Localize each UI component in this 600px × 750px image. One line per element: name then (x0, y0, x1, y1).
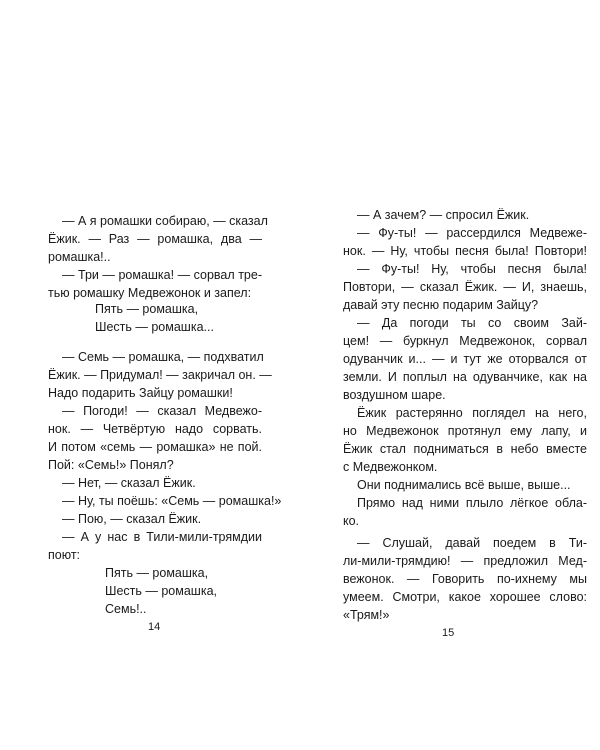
verse-line: Пять — ромашка, (105, 566, 209, 580)
text-line: воздушном шаре. (343, 388, 446, 402)
text-line: — А я ромашки собираю, — сказал (62, 214, 268, 228)
text-line: — А у нас в Тили-мили-трямдии (62, 530, 262, 544)
text-line: ромашка!.. (48, 250, 111, 264)
text-line: Ёжик. — Раз — ромашка, два — (48, 232, 262, 246)
text-line: нок. — Ну, чтобы песня была! Повтори! (343, 244, 587, 258)
text-line: — Семь — ромашка, — подхватил (62, 350, 264, 364)
text-line: тью ромашку Медвежонок и запел: (48, 286, 252, 300)
text-line: Повтори, — сказал Ёжик. — И, знаешь, (343, 280, 587, 294)
text-line: — Погоди! — сказал Медвежо- (62, 404, 262, 418)
page-number: 14 (148, 621, 161, 633)
text-line: Ёжик стал подниматься в небо вместе (343, 442, 587, 456)
text-line: Пой: «Семь!» Понял? (48, 458, 174, 472)
text-line: давай эту песню подарим Зайцу? (343, 298, 539, 312)
text-line: но Медвежонок протянул ему лапу, и (343, 424, 587, 438)
text-line: вежонок. — Говорить по-ихнему мы (343, 572, 587, 586)
text-line: — А зачем? — спросил Ёжик. (357, 208, 530, 222)
text-line: — Нет, — сказал Ёжик. (62, 476, 196, 490)
page-number: 15 (442, 627, 455, 639)
text-line: цем! — буркнул Медвежонок, сорвал (343, 334, 587, 348)
verse-line: Шесть — ромашка... (95, 320, 214, 334)
text-line: Надо подарить Зайцу ромашки! (48, 386, 233, 400)
text-line: — Ну, ты поёшь: «Семь — ромашка!» (62, 494, 282, 508)
text-line: — Слушай, давай поедем в Ти- (357, 536, 587, 550)
verse-line: Пять — ромашка, (95, 302, 199, 316)
text-line: — Фу-ты! Ну, чтобы песня была! (357, 262, 587, 276)
verse-line: Семь!.. (105, 602, 147, 616)
verse-line: Шесть — ромашка, (105, 584, 217, 598)
text-line: «Трям!» (343, 608, 390, 622)
text-line: одуванчик и... — и тут же оторвался от (343, 352, 587, 366)
text-line: земли. И поплыл на одуванчике, как на (343, 370, 587, 384)
text-line: с Медвежонком. (343, 460, 438, 474)
text-line: поют: (48, 548, 81, 562)
text-line: — Фу-ты! — рассердился Медвеже- (357, 226, 587, 240)
text-line: нок. — Четвёртую надо сорвать. (48, 422, 262, 436)
text-line: Ёжик растерянно поглядел на него, (357, 406, 587, 420)
right-page (300, 0, 600, 750)
text-line: Прямо над ними плыло лёгкое обла- (357, 496, 587, 510)
text-line: И потом «семь — ромашка» не пой. (48, 440, 262, 454)
text-line: — Пою, — сказал Ёжик. (62, 512, 202, 526)
text-line: Они поднимались всё выше, выше... (357, 478, 571, 492)
text-line: ко. (343, 514, 360, 528)
text-line: — Да погоди ты со своим Зай- (357, 316, 587, 330)
text-line: — Три — ромашка! — сорвал тре- (62, 268, 262, 282)
text-line: ли-мили-трямдию! — предложил Мед- (343, 554, 587, 568)
text-line: Ёжик. — Придумал! — закричал он. — (48, 368, 272, 382)
text-line: умеем. Смотри, какое хорошее слово: (343, 590, 587, 604)
